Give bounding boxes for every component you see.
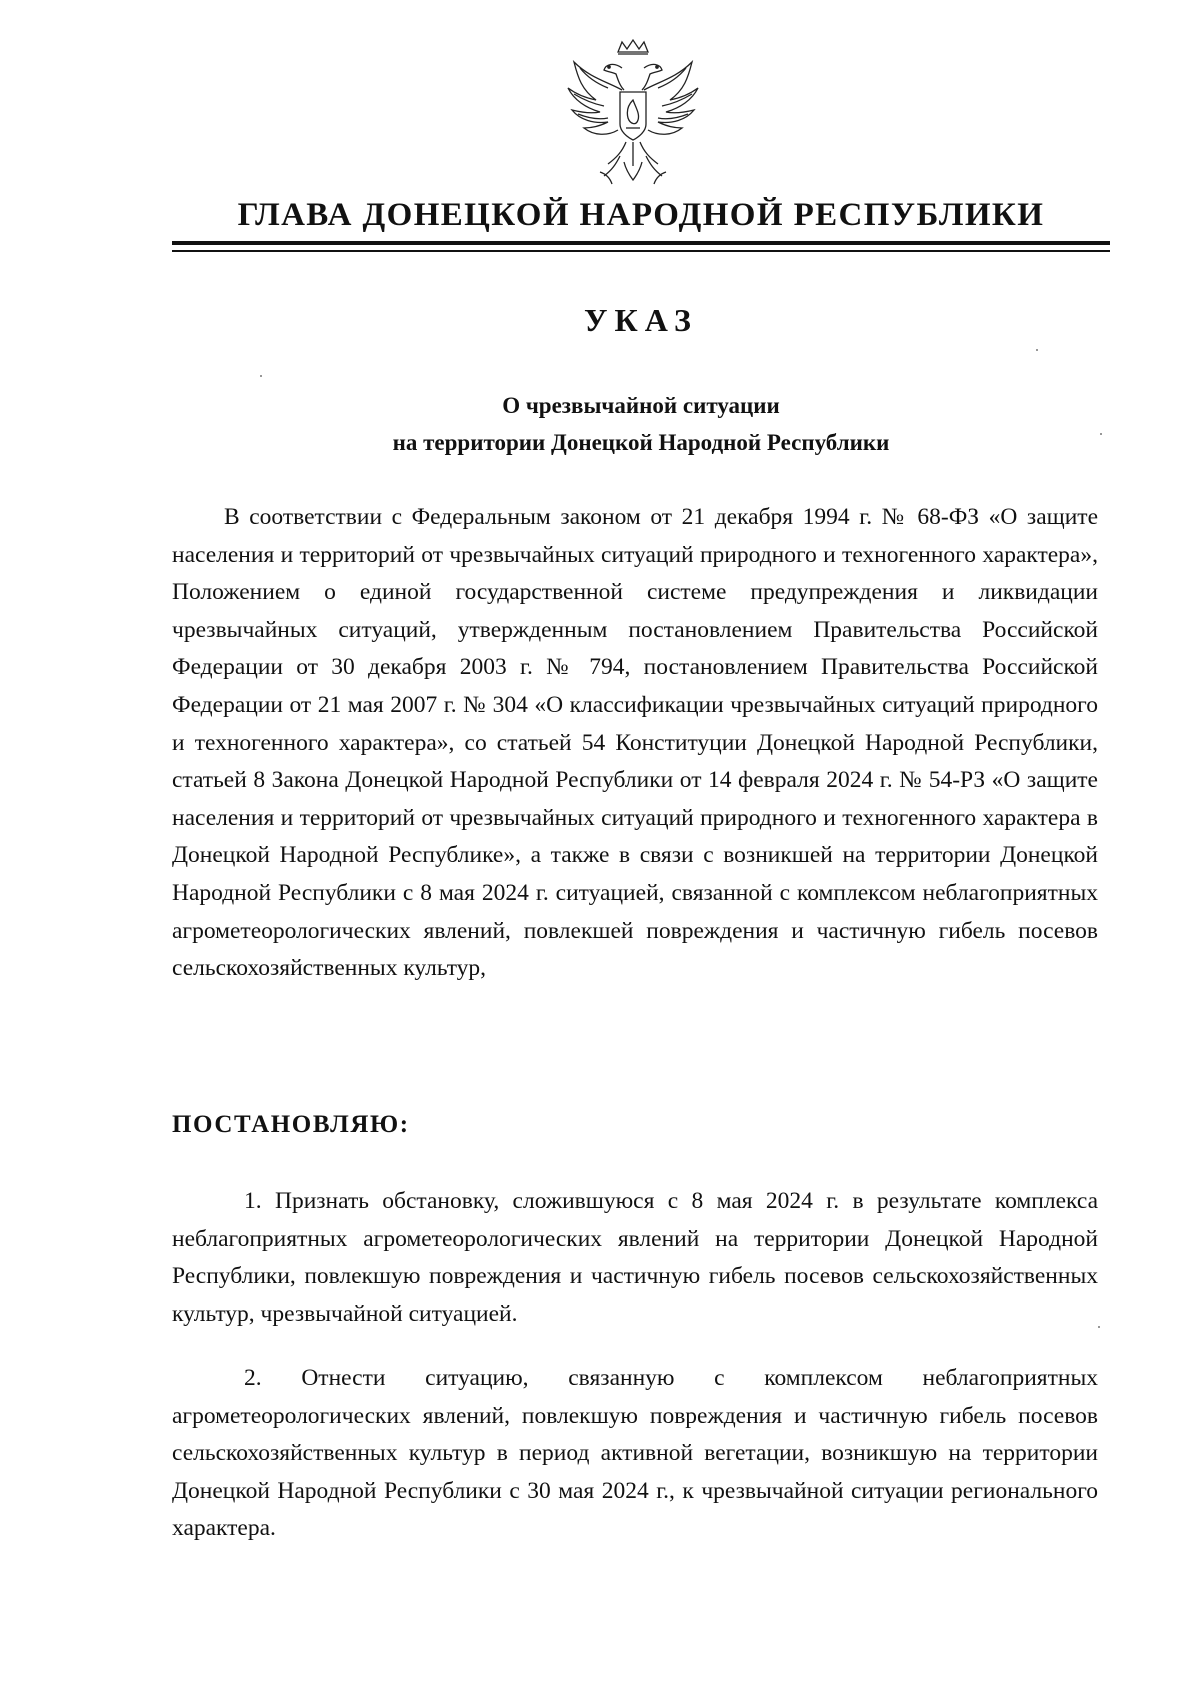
scan-speck [1100, 433, 1102, 435]
decree-item-2: 2. Отнести ситуацию, связанную с комплексом неблагоприятных агрометеорологических явлений, повлекшую повреждения и частичную гибель посевов сельскохозяйственных культур в период активной вегетации, возникшую на территории Донецкой Народной Республики с 30 мая 2024 г., к чрезвычайной ситуации регионального характера. [172, 1365, 1098, 1542]
subject-line-1: О чрезвычайной ситуации [502, 393, 780, 418]
scan-speck [1036, 349, 1038, 351]
scan-speck [260, 375, 262, 377]
coat-of-arms-icon [560, 38, 706, 188]
header-rule-thick [172, 241, 1110, 245]
decree-item-1: 1. Признать обстановку, сложившуюся с 8 мая 2024 г. в результате комплекса неблагоприятных агрометеорологических явлений на территории Донецкой Народной Республики, повлекшую повреждения и частичную гибель посевов сельскохозяйственных культур, чрезвычайной ситуацией. [172, 1188, 1098, 1327]
preamble-paragraph: В соответствии с Федеральным законом от 21 декабря 1994 г. № 68-ФЗ «О защите населения и территорий от чрезвычайных ситуаций природного и техногенного характера», Положением о единой государственной системе предупреждения и ликвидации чрезвычайных ситуаций, утвержденным постановлением Правительства Российской Федерации от 30 декабря 2003 г. № 794, постановлением Правительства Российской Федерации от 21 мая 2007 г. № 304 «О классификации чрезвычайных ситуаций природного и техногенного характера», со статьей 54 Конституции Донецкой Народной Республики, статьей 8 Закона Донецкой Народной Республики от 14 февраля 2024 г. № 54-РЗ «О защите населения и территорий от чрезвычайных ситуаций природного и техногенного характера в Донецкой Народной Республике», а также в связи с возникшей на территории Донецкой Народной Республики с 8 мая 2024 г. ситуацией, связанной с комплексом неблагоприятных агрометеорологических явлений, повлекшей повреждения и частичную гибель посевов сельскохозяйственных культур, [172, 504, 1098, 982]
scan-speck [1098, 1326, 1100, 1328]
decree-heading: ПОСТАНОВЛЯЮ: [172, 1111, 410, 1138]
issuing-authority-title: ГЛАВА ДОНЕЦКОЙ НАРОДНОЙ РЕСПУБЛИКИ [237, 197, 1045, 233]
document-subject [172, 387, 1110, 461]
header-rule-thin [172, 250, 1110, 252]
document-type: УКАЗ [584, 302, 698, 338]
subject-line-2: на территории Донецкой Народной Республики [392, 430, 890, 455]
